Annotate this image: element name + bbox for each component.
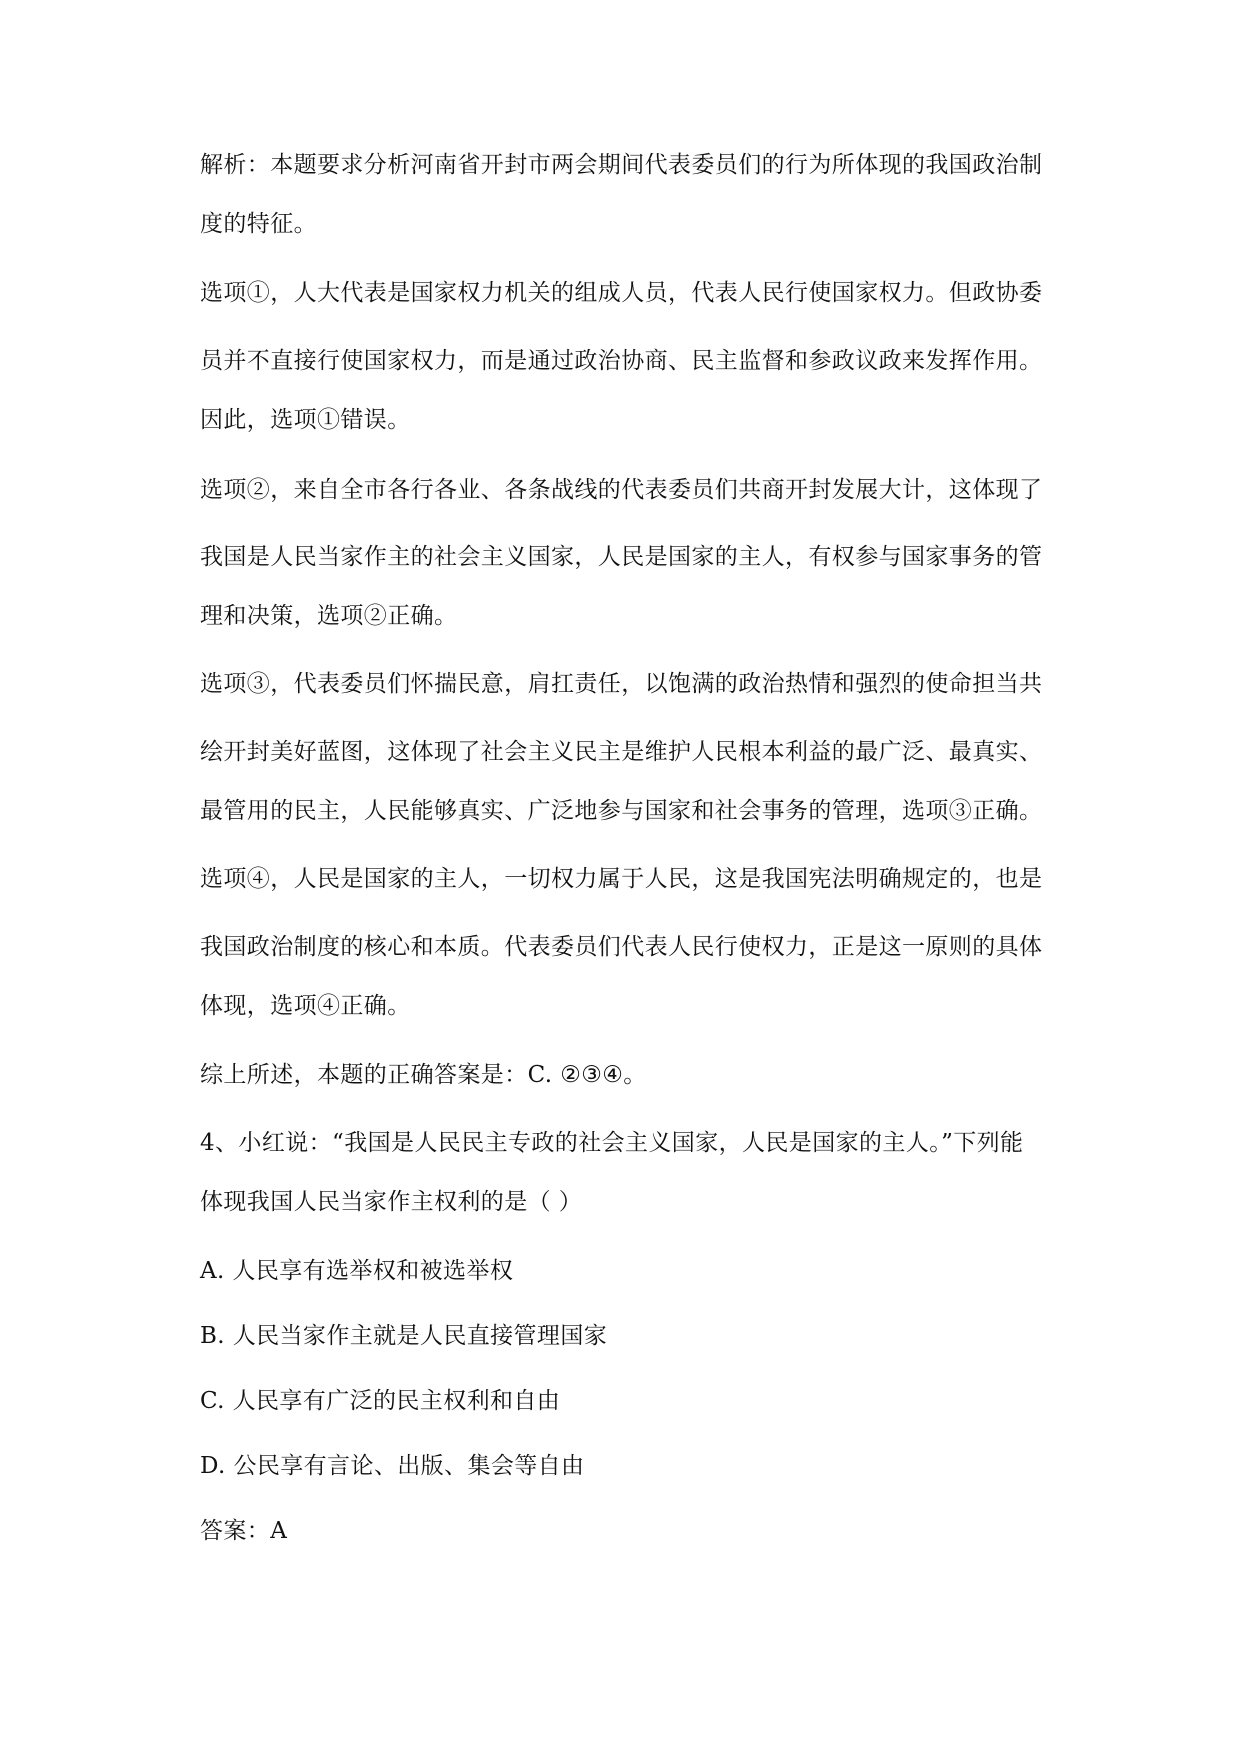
conclusion-line: 综上所述，本题的正确答案是：C. ②③④。 [200, 1062, 647, 1088]
choice-a: A. 人民享有选举权和被选举权 [200, 1258, 514, 1284]
answer-line: 答案：A [200, 1518, 288, 1544]
option-3-line: 最管用的民主，人民能够真实、广泛地参与国家和社会事务的管理，选项③正确。 [200, 798, 1043, 824]
analysis-line: 解析：本题要求分析河南省开封市两会期间代表委员们的行为所体现的我国政治制 [200, 152, 1043, 178]
question-4-stem-line: 体现我国人民当家作主权利的是（ ） [200, 1189, 583, 1215]
choice-b: B. 人民当家作主就是人民直接管理国家 [200, 1323, 608, 1349]
question-4-stem-line: 4、小红说：“我国是人民民主专政的社会主义国家，人民是国家的主人。”下列能 [200, 1130, 1024, 1156]
choice-d: D. 公民享有言论、出版、集会等自由 [200, 1453, 585, 1479]
option-1-line: 员并不直接行使国家权力，而是通过政治协商、民主监督和参政议政来发挥作用。 [200, 348, 1043, 374]
option-4-line: 选项④，人民是国家的主人，一切权力属于人民，这是我国宪法明确规定的，也是 [200, 866, 1043, 892]
option-3-line: 选项③，代表委员们怀揣民意，肩扛责任，以饱满的政治热情和强烈的使命担当共 [200, 671, 1043, 697]
option-3-line: 绘开封美好蓝图，这体现了社会主义民主是维护人民根本利益的最广泛、最真实、 [200, 739, 1043, 765]
analysis-line: 度的特征。 [200, 211, 317, 237]
choice-c: C. 人民享有广泛的民主权利和自由 [200, 1388, 561, 1414]
option-2-line: 我国是人民当家作主的社会主义国家，人民是国家的主人，有权参与国家事务的管 [200, 544, 1043, 570]
option-4-line: 体现，选项④正确。 [200, 993, 411, 1019]
option-1-line: 选项①，人大代表是国家权力机关的组成人员，代表人民行使国家权力。但政协委 [200, 280, 1043, 306]
option-2-line: 理和决策，选项②正确。 [200, 603, 458, 629]
option-1-line: 因此，选项①错误。 [200, 407, 411, 433]
option-4-line: 我国政治制度的核心和本质。代表委员们代表人民行使权力，正是这一原则的具体 [200, 934, 1043, 960]
option-2-line: 选项②，来自全市各行各业、各条战线的代表委员们共商开封发展大计，这体现了 [200, 477, 1043, 503]
